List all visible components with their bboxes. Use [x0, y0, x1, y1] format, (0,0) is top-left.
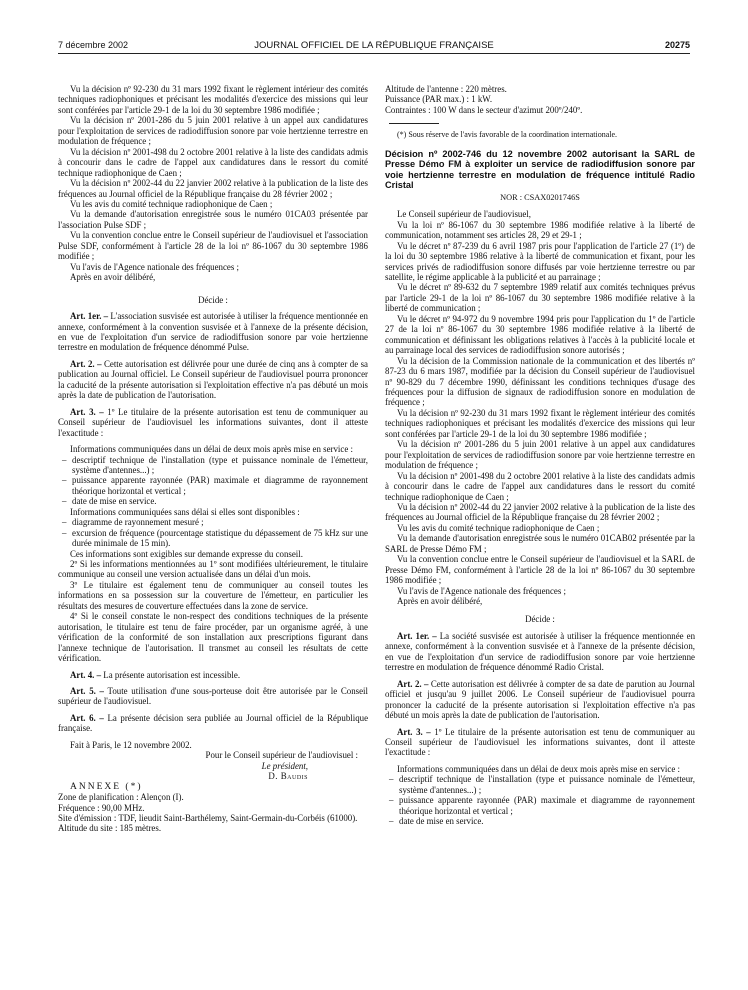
article-4	[58, 670, 368, 680]
article-1	[58, 311, 368, 353]
page-header	[58, 40, 690, 54]
visa: Vu la loi nº 86-1067 du 30 septembre 1986 modifiée relative à la liberté de communication, notamment ses articles 28, 29 et 29-1 ;	[385, 219, 695, 241]
info-two-months: Informations communiquées dans un délai de deux mois après mise en service :	[397, 763, 680, 774]
list-item: – date de mise en service.	[399, 816, 695, 826]
article-text: 1º Le titulaire de la présente autorisation est tenu de communiquer au Conseil supérieur de l'audiovisuel les informations suivantes, dont il atteste l'exactitude :	[385, 726, 695, 758]
signatory-line: Pour le Conseil supérieur de l'audiovisuel :	[205, 750, 358, 761]
article-label: Art. 1er. –	[397, 630, 437, 641]
decision-heading: Décision nº 2002-746 du 12 novembre 2002 autorisant la SARL de Presse Démo FM à exploiter un service de radiodiffusion sonore par voie hertzienne terrestre en modulation de fréquence intitulé Radio Cristal	[385, 148, 695, 191]
intro: Le Conseil supérieur de l'audiovisuel,	[397, 209, 531, 220]
article-label: Art. 1er. –	[70, 311, 109, 322]
annexe-line: Puissance (PAR max.) : 1 kW.	[385, 94, 493, 105]
visa: Après en avoir délibéré,	[397, 596, 483, 607]
nor-reference: NOR : CSAX0201746S	[500, 192, 580, 202]
article-text: Cette autorisation est délivrée pour une durée de cinq ans à compter de sa publication au Journal officiel. Le Conseil supérieur de l'audiovisuel pourra prononcer la caducité de la présente autorisation si l'exploitation effective n'a pas débuté un mois après la date de publication de l'autorisation.	[58, 358, 368, 401]
article-label: Art. 4. –	[70, 669, 102, 680]
visa: Vu la décision nº 2001-286 du 5 juin 2001 relative à un appel aux candidatures pour l'exploitation de services de radiodiffusion sonore par voie hertzienne terrestre en modulation de fréquence ;	[385, 439, 695, 471]
header-journal-title: JOURNAL OFFICIEL DE LA RÉPUBLIQUE FRANÇAISE	[254, 40, 494, 51]
visa: Vu le décret nº 94-972 du 9 novembre 1994 pris pour l'application du 1º de l'article 27 de la loi nº 86-1067 du 30 septembre 1986 modifiée relative à la liberté de communication et définissant les obligations relatives à l'accès à la publicité locale et au parrainage local des services de radiodiffusion sonore autorisés ;	[385, 313, 695, 356]
info-two-months-list	[385, 774, 695, 826]
info-two-months-list	[58, 455, 368, 507]
article-label: Art. 3. –	[397, 726, 431, 737]
visa: Vu l'avis de l'Agence nationale des fréquences ;	[70, 261, 240, 272]
article-label: Art. 3. –	[70, 406, 104, 417]
visa: Vu la convention conclue entre le Conseil supérieur de l'audiovisuel et la SARL de Presse Démo FM, conformément à l'article 28 de la loi nº 86-1067 du 30 septembre 1986 modifiée ;	[385, 554, 695, 586]
info-two-months: Informations communiquées dans un délai de deux mois après mise en service :	[70, 444, 353, 455]
list-item: – date de mise en service.	[72, 496, 368, 506]
visa: Vu la demande d'autorisation enregistrée sous le numéro 01CAB02 présentée par la SARL de Presse Démo FM ;	[385, 533, 695, 554]
info-no-delay-list	[58, 517, 368, 548]
visa: Vu la demande d'autorisation enregistrée sous le numéro 01CA03 présentée par l'association Pulse SDF ;	[58, 209, 368, 230]
visa: Vu la décision de la Commission nationale de la communication et des libertés nº 87-23 du 6 mars 1987, modifiée par la décision du Conseil supérieur de l'audiovisuel nº 90-829 du 7 décembre 1990, définissant les conditions techniques d'usage des fréquences pour la diffusion de signaux de radiodiffusion sonore en modulation de fréquence ;	[385, 355, 695, 408]
article-2	[385, 679, 695, 721]
article-text: Toute utilisation d'une sous-porteuse doit être autorisée par le Conseil supérieur de l'audiovisuel.	[58, 686, 368, 707]
annexe-line: Zone de planification : Alençon (I).	[58, 792, 184, 803]
footnote-rule	[389, 123, 439, 124]
article-2	[58, 359, 368, 401]
left-column	[58, 84, 368, 834]
visa: Vu les avis du comité technique radiophonique de Caen ;	[397, 522, 600, 533]
signatory-name: D. Baudis	[268, 771, 308, 782]
list-item: – puissance apparente rayonnée (PAR) maximale et diagramme de rayonnement théorique horizontal et vertical ;	[399, 795, 695, 816]
list-item: – descriptif technique de l'installation (type et puissance nominale de l'émetteur, système d'antennes...) ;	[399, 774, 695, 795]
decide-label: Décide :	[525, 614, 555, 625]
visa: Vu le décret nº 87-239 du 6 avril 1987 pris pour l'application de l'article 27 (1º) de la loi du 30 septembre 1986 relative à la liberté de communication et fixant, pour les services privés de radiodiffusion sonore diffusés par voie hertzienne terrestre ou par satellite, le régime applicable à la publicité et au parrainage ;	[385, 240, 695, 282]
article-text: 1º Le titulaire de la présente autorisation est tenu de communiquer au Conseil supérieur de l'audiovisuel les informations suivantes, dont il atteste l'exactitude :	[58, 406, 368, 438]
article-text: La société susvisée est autorisée à utiliser la fréquence mentionnée en annexe, conformément à la convention susvisée et à l'annexe de la présente décision, en vue de l'exploitation d'un service de radiodiffusion sonore par voie hertzienne terrestre en modulation de fréquence dénommé Radio Cristal.	[385, 630, 696, 673]
article-5	[58, 686, 368, 707]
visa: Vu la décision nº 2001-286 du 5 juin 2001 relative à un appel aux candidatures pour l'exploitation de services de radiodiffusion sonore par voie hertzienne terrestre en modulation de fréquence ;	[58, 115, 368, 147]
article-text: L'association susvisée est autorisée à utiliser la fréquence mentionnée en annexe, conformément à la convention susvisée et à l'annexe de la présente décision, en vue de l'exploitation d'un service de radiodiffusion sonore par voie hertzienne terrestre en modulation de fréquence dénommé Pulse.	[58, 311, 368, 353]
header-page-number: 20275	[664, 40, 690, 50]
article-3	[385, 727, 695, 758]
paragraph-4: 4º Si le conseil constate le non-respect des conditions techniques de la présente autorisation, le titulaire est tenu de faire procéder, par un organisme agréé, à une vérification de la conformité de son installation aux prescriptions figurant dans l'annexe technique de l'autorisation. Il transmet au conseil les résultats de cette vérification.	[58, 611, 368, 664]
visa: Après en avoir délibéré,	[70, 272, 156, 283]
right-visas	[385, 220, 695, 607]
visa: Vu l'avis de l'Agence nationale des fréquences ;	[397, 585, 567, 596]
footnote: (*) Sous réserve de l'avis favorable de la coordination internationale.	[397, 130, 618, 140]
annexe-line: Contraintes : 100 W dans le secteur d'azimut 200º/240º.	[385, 104, 583, 115]
left-visas	[58, 84, 368, 283]
article-label: Art. 5. –	[70, 686, 104, 697]
annexe-line: Altitude du site : 185 mètres.	[58, 823, 162, 834]
signatory-title: Le président,	[261, 760, 308, 771]
annexe-line: Altitude de l'antenne : 220 mètres.	[385, 84, 507, 94]
article-6	[58, 713, 368, 734]
list-item: – descriptif technique de l'installation (type et puissance nominale de l'émetteur, système d'antennes...) ;	[72, 455, 368, 476]
visa: Vu la décision nº 92-230 du 31 mars 1992 fixant le règlement intérieur des comités techniques radiophoniques et précisant les modalités d'exercice des missions qui leur sont conférées par l'article 29-1 de la loi du 30 septembre 1986 modifiée ;	[58, 84, 368, 115]
header-rule	[58, 53, 690, 54]
header-date: 7 décembre 2002	[58, 40, 129, 50]
exigibles-text: Ces informations sont exigibles sur demande expresse du conseil.	[70, 548, 303, 559]
article-text: La présente décision sera publiée au Journal officiel de la République française.	[58, 712, 369, 734]
list-item: – puissance apparente rayonnée (PAR) maximale et diagramme de rayonnement théorique horizontal et vertical ;	[72, 475, 368, 496]
article-text: Cette autorisation est délivrée à compter de sa date de parution au Journal officiel et jusqu'au 9 juillet 2006. Le Conseil supérieur de l'audiovisuel pourra prononcer la caducité de la présente autorisation si l'exploitation effective n'a pas débuté un mois après la date de publication de l'autorisation.	[385, 678, 696, 721]
article-1	[385, 631, 695, 673]
list-item: – diagramme de rayonnement mesuré ;	[72, 517, 368, 527]
right-column	[385, 84, 695, 827]
fait-a-paris: Fait à Paris, le 12 novembre 2002.	[70, 739, 192, 750]
paragraph-3: 3º Le titulaire est également tenu de communiquer au conseil toutes les informations en sa possession sur la couverture de l'émetteur, en particulier les résultats des mesures de couverture effectuées dans la zone de service.	[58, 579, 368, 611]
visa: Vu la décision nº 92-230 du 31 mars 1992 fixant le règlement intérieur des comités techniques radiophoniques et précisant les modalités d'exercice des missions qui leur sont conférées par l'article 29-1 de la loi du 30 septembre 1986 modifiée ;	[385, 407, 695, 439]
visa: Vu la convention conclue entre le Conseil supérieur de l'audiovisuel et l'association Pulse SDF, conformément à l'article 28 de la loi nº 86-1067 du 30 septembre 1986 modifiée ;	[58, 230, 368, 262]
annexe-title: ANNEXE (*)	[70, 781, 143, 792]
article-text: La présente autorisation est incessible.	[103, 669, 241, 680]
paragraph-2: 2º Si les informations mentionnées au 1º sont modifiées ultérieurement, le titulaire communique au conseil une version actualisée dans un délai d'un mois.	[58, 559, 368, 580]
visa: Vu le décret nº 89-632 du 7 septembre 1989 relatif aux comités techniques prévus par l'article 29-1 de la loi nº 86-1067 du 30 septembre 1986 modifiée relative à la liberté de communication ;	[385, 282, 695, 314]
article-label: Art. 2. –	[397, 678, 429, 689]
visa: Vu la décision nº 2002-44 du 22 janvier 2002 relative à la publication de la liste des fréquences au Journal officiel de la République française du 28 février 2002 ;	[58, 178, 368, 199]
article-label: Art. 6. –	[70, 712, 104, 723]
visa: Vu les avis du comité technique radiophonique de Caen ;	[70, 198, 273, 209]
annexe-line: Fréquence : 90,00 MHz.	[58, 802, 145, 813]
visa: Vu la décision nº 2001-498 du 2 octobre 2001 relative à la liste des candidats admis à concourir dans le cadre de l'appel aux candidatures dans le ressort du comité technique radiophonique de Caen ;	[385, 470, 695, 502]
annexe-line: Site d'émission : TDF, lieudit Saint-Barthélemy, Saint-Germain-du-Corbéis (61000).	[58, 813, 358, 823]
info-no-delay: Informations communiquées sans délai si elles sont disponibles :	[70, 506, 300, 517]
article-label: Art. 2. –	[70, 358, 102, 369]
visa: Vu la décision nº 2001-498 du 2 octobre 2001 relative à la liste des candidats admis à concourir dans le cadre de l'appel aux candidatures dans le ressort du comité technique radiophonique de Caen ;	[58, 146, 368, 178]
list-item: – excursion de fréquence (pourcentage statistique du dépassement de 75 kHz sur une durée minimale de 15 min).	[72, 528, 368, 549]
article-3	[58, 407, 368, 438]
visa: Vu la décision nº 2002-44 du 22 janvier 2002 relative à la publication de la liste des fréquences au Journal officiel de la République française du 28 février 2002 ;	[385, 501, 695, 523]
decide-label: Décide :	[198, 294, 228, 305]
